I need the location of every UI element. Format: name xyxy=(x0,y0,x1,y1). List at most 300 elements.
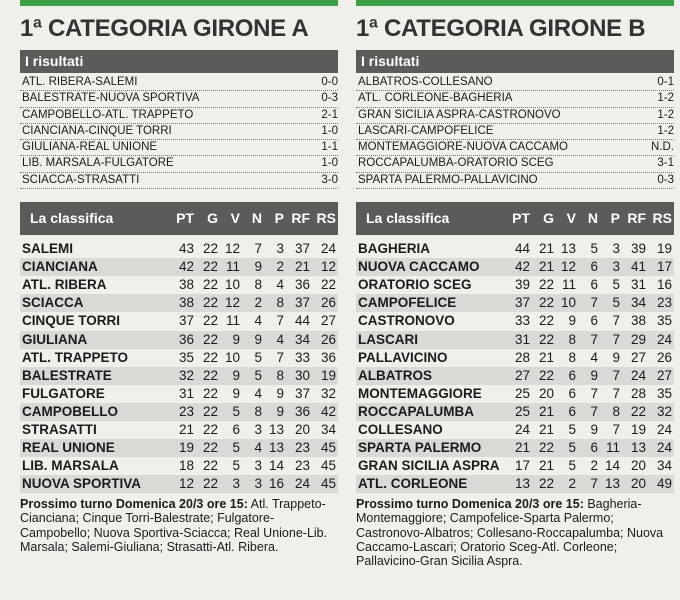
stat-rs: 19 xyxy=(320,367,336,383)
stat-n: 6 xyxy=(590,277,598,293)
table-row xyxy=(356,331,674,349)
table-row xyxy=(356,367,674,385)
next-round-text: Bagheria-Montemaggiore; Campofelice-Sparta Palermo; Castronovo-Albatros; Collesano-Roccapalumba; Nuova Caccamo-Lascari; Oratorio Sceg-Atl. Corleone; Pallavicino-Gran Sicilia Aspra. xyxy=(356,497,664,568)
stat-rf: 23 xyxy=(294,458,310,474)
match-name: MONTEMAGGIORE-NUOVA CACCAMO xyxy=(358,140,570,155)
match-name: CAMPOBELLO-ATL. TRAPPETO xyxy=(22,108,195,123)
standings-title: La classifica xyxy=(366,210,450,227)
table-row xyxy=(20,421,338,439)
stat-n: 3 xyxy=(254,458,262,474)
stat-g: 22 xyxy=(202,241,218,257)
table-row xyxy=(356,240,674,258)
stat-g: 21 xyxy=(538,259,554,275)
stat-rf: 21 xyxy=(294,259,310,275)
table-row xyxy=(356,421,674,439)
result-row xyxy=(20,91,338,107)
stat-rs: 45 xyxy=(320,458,336,474)
stat-rf: 36 xyxy=(294,277,310,293)
stat-rs: 49 xyxy=(656,476,672,492)
standings-title: La classifica xyxy=(30,210,114,227)
stat-p: 7 xyxy=(276,349,284,365)
stat-rs: 17 xyxy=(656,259,672,275)
team-name: LIB. MARSALA xyxy=(22,458,119,474)
stat-g: 22 xyxy=(202,277,218,293)
col-rs: RS xyxy=(652,210,672,227)
stat-n: 6 xyxy=(590,259,598,275)
col-rf: RF xyxy=(627,210,646,227)
table-row xyxy=(356,403,674,421)
results-header: I risultati xyxy=(20,50,338,73)
stat-rf: 27 xyxy=(630,349,646,365)
stat-g: 22 xyxy=(538,476,554,492)
stat-g: 22 xyxy=(538,367,554,383)
stat-p: 7 xyxy=(276,313,284,329)
stat-n: 4 xyxy=(590,349,598,365)
stat-g: 20 xyxy=(538,385,554,401)
team-name: STRASATTI xyxy=(22,422,97,438)
stat-rf: 37 xyxy=(294,295,310,311)
stat-pt: 37 xyxy=(514,295,530,311)
match-score: 1-2 xyxy=(655,108,674,123)
stat-pt: 24 xyxy=(514,422,530,438)
stat-pt: 43 xyxy=(178,241,194,257)
stat-v: 9 xyxy=(232,367,240,383)
stat-v: 9 xyxy=(232,385,240,401)
table-row xyxy=(356,349,674,367)
stat-rs: 32 xyxy=(320,385,336,401)
stat-rs: 23 xyxy=(656,295,672,311)
stat-p: 5 xyxy=(612,277,620,293)
stat-pt: 38 xyxy=(178,295,194,311)
stat-pt: 37 xyxy=(178,313,194,329)
team-name: SALEMI xyxy=(22,241,74,257)
stat-n: 8 xyxy=(254,277,262,293)
stat-pt: 12 xyxy=(178,476,194,492)
match-name: BALESTRATE-NUOVA SPORTIVA xyxy=(22,91,201,106)
next-round xyxy=(356,497,674,567)
stat-n: 7 xyxy=(590,385,598,401)
match-score: 1-2 xyxy=(655,91,674,106)
stat-n: 5 xyxy=(254,367,262,383)
team-name: ORATORIO SCEG xyxy=(358,277,472,293)
stat-n: 6 xyxy=(590,313,598,329)
team-name: PALLAVICINO xyxy=(358,349,448,365)
team-name: SPARTA PALERMO xyxy=(358,440,482,456)
team-name: ROCCAPALUMBA xyxy=(358,403,474,419)
stat-v: 11 xyxy=(225,313,240,329)
match-name: SCIACCA-STRASATTI xyxy=(22,173,141,188)
girone-a-panel xyxy=(20,6,338,554)
results-header: I risultati xyxy=(356,50,674,73)
team-name: ATL. TRAPPETO xyxy=(22,349,129,365)
table-row xyxy=(20,457,338,475)
team-name: SCIACCA xyxy=(22,295,84,311)
stat-pt: 33 xyxy=(514,313,530,329)
team-name: CASTRONOVO xyxy=(358,313,455,329)
table-row xyxy=(20,276,338,294)
stat-rs: 12 xyxy=(320,259,336,275)
stat-rs: 16 xyxy=(656,277,672,293)
stat-v: 5 xyxy=(568,440,576,456)
team-name: FULGATORE xyxy=(22,385,105,401)
next-round xyxy=(20,497,338,553)
stat-v: 2 xyxy=(568,476,576,492)
stat-p: 13 xyxy=(268,422,284,438)
stat-pt: 18 xyxy=(178,458,194,474)
stat-g: 22 xyxy=(202,331,218,347)
result-row xyxy=(20,156,338,172)
stat-rs: 22 xyxy=(320,277,336,293)
table-row xyxy=(356,475,674,493)
table-row xyxy=(356,258,674,276)
match-score: 2-1 xyxy=(319,108,338,123)
stat-p: 14 xyxy=(268,458,284,474)
stat-rs: 34 xyxy=(320,422,336,438)
standings-header xyxy=(356,202,674,235)
stat-rs: 24 xyxy=(656,331,672,347)
team-name: GIULIANA xyxy=(22,331,88,347)
match-name: ATL. RIBERA-SALEMI xyxy=(22,75,139,90)
table-row xyxy=(20,385,338,403)
stat-g: 22 xyxy=(202,295,218,311)
stat-rf: 22 xyxy=(630,403,646,419)
result-row xyxy=(20,75,338,91)
stat-rf: 20 xyxy=(630,458,646,474)
stat-g: 22 xyxy=(538,331,554,347)
stat-pt: 17 xyxy=(514,458,530,474)
stat-g: 21 xyxy=(538,241,554,257)
stat-p: 7 xyxy=(612,331,620,347)
match-score: 1-0 xyxy=(319,124,338,139)
match-score: 1-1 xyxy=(319,140,338,155)
col-pt: PT xyxy=(176,210,194,227)
result-row xyxy=(356,173,674,189)
team-name: LASCARI xyxy=(358,331,418,347)
stat-rs: 36 xyxy=(320,349,336,365)
stat-v: 3 xyxy=(232,476,240,492)
stat-pt: 28 xyxy=(514,349,530,365)
next-round-label: Prossimo turno Domenica 20/3 ore 15: xyxy=(356,497,584,512)
table-row xyxy=(20,312,338,330)
stat-n: 9 xyxy=(254,259,262,275)
stat-pt: 31 xyxy=(514,331,530,347)
stat-v: 6 xyxy=(568,403,576,419)
stat-g: 22 xyxy=(202,349,218,365)
stat-v: 10 xyxy=(560,295,576,311)
stat-n: 8 xyxy=(254,403,262,419)
stat-n: 7 xyxy=(590,476,598,492)
stat-v: 9 xyxy=(232,331,240,347)
stat-g: 22 xyxy=(538,440,554,456)
match-name: ROCCAPALUMBA-ORATORIO SCEG xyxy=(358,156,556,171)
next-round-label: Prossimo turno Domenica 20/3 ore 15: xyxy=(20,497,248,512)
stat-p: 11 xyxy=(605,440,620,456)
stat-v: 5 xyxy=(232,458,240,474)
team-name: CAMPOBELLO xyxy=(22,403,118,419)
match-name: ATL. CORLEONE-BAGHERIA xyxy=(358,91,514,106)
col-v: V xyxy=(230,210,240,227)
stat-v: 11 xyxy=(225,259,240,275)
stat-rs: 27 xyxy=(320,313,336,329)
match-score: 0-3 xyxy=(319,91,338,106)
stat-g: 22 xyxy=(538,277,554,293)
stat-pt: 35 xyxy=(178,349,194,365)
stat-n: 9 xyxy=(254,331,262,347)
stat-p: 7 xyxy=(612,313,620,329)
stat-rf: 24 xyxy=(294,476,310,492)
col-p: P xyxy=(610,210,620,227)
stat-v: 8 xyxy=(568,331,576,347)
stat-g: 22 xyxy=(202,385,218,401)
stat-rs: 26 xyxy=(320,331,336,347)
stat-p: 9 xyxy=(612,349,620,365)
stat-pt: 21 xyxy=(514,440,530,456)
stat-rf: 31 xyxy=(630,277,646,293)
stat-p: 7 xyxy=(612,367,620,383)
match-score: N.D. xyxy=(649,140,674,155)
result-row xyxy=(356,108,674,124)
stat-v: 11 xyxy=(561,277,576,293)
stat-rs: 24 xyxy=(656,440,672,456)
next-round-text: Atl. Trappeto-Cianciana; Cinque Torri-Balestrate; Fulgatore-Campobello; Nuova Sportiva-Sciacca; Real Unione-Lib. Marsala; Salemi-Giuliana; Strasatti-Atl. Ribera. xyxy=(20,497,328,554)
stat-p: 13 xyxy=(604,476,620,492)
result-row xyxy=(20,108,338,124)
stat-rf: 37 xyxy=(294,241,310,257)
team-name: COLLESANO xyxy=(358,422,443,438)
table-row xyxy=(20,294,338,312)
team-name: CINQUE TORRI xyxy=(22,313,121,329)
stat-rf: 37 xyxy=(294,385,310,401)
stat-v: 12 xyxy=(560,259,576,275)
team-name: GRAN SICILIA ASPRA xyxy=(358,458,500,474)
stat-p: 7 xyxy=(612,422,620,438)
stat-p: 14 xyxy=(604,458,620,474)
stat-pt: 38 xyxy=(178,277,194,293)
stat-n: 5 xyxy=(254,349,262,365)
stat-n: 7 xyxy=(590,403,598,419)
col-g: G xyxy=(207,210,218,227)
stat-n: 4 xyxy=(254,440,262,456)
stat-p: 8 xyxy=(276,295,284,311)
stat-v: 6 xyxy=(568,367,576,383)
stat-pt: 23 xyxy=(178,403,194,419)
girone-b-panel xyxy=(356,6,674,568)
stat-g: 22 xyxy=(202,458,218,474)
stat-p: 3 xyxy=(612,259,620,275)
stat-v: 13 xyxy=(560,241,576,257)
team-name: NUOVA SPORTIVA xyxy=(22,476,142,492)
stat-p: 13 xyxy=(268,440,284,456)
stat-pt: 36 xyxy=(178,331,194,347)
stat-v: 10 xyxy=(224,277,240,293)
match-name: SPARTA PALERMO-PALLAVICINO xyxy=(358,173,540,188)
stat-g: 21 xyxy=(538,458,554,474)
stat-rs: 27 xyxy=(656,367,672,383)
stat-n: 7 xyxy=(590,331,598,347)
standings-header xyxy=(20,202,338,235)
stat-n: 6 xyxy=(590,440,598,456)
stat-rf: 13 xyxy=(630,440,646,456)
stat-v: 5 xyxy=(568,458,576,474)
stat-pt: 25 xyxy=(514,385,530,401)
stat-pt: 39 xyxy=(514,277,530,293)
stat-v: 5 xyxy=(568,422,576,438)
stat-v: 9 xyxy=(568,313,576,329)
table-row xyxy=(20,367,338,385)
stat-rf: 39 xyxy=(630,241,646,257)
stat-p: 8 xyxy=(276,367,284,383)
stat-pt: 42 xyxy=(514,259,530,275)
stat-rs: 35 xyxy=(656,313,672,329)
table-row xyxy=(356,276,674,294)
stat-n: 2 xyxy=(254,295,262,311)
stat-p: 3 xyxy=(276,241,284,257)
stat-g: 22 xyxy=(202,367,218,383)
col-n: N xyxy=(251,210,262,227)
match-name: GRAN SICILIA ASPRA-CASTRONOVO xyxy=(358,108,563,123)
result-row xyxy=(356,124,674,140)
stat-pt: 13 xyxy=(514,476,530,492)
match-score: 0-3 xyxy=(655,173,674,188)
team-name: ALBATROS xyxy=(358,367,432,383)
stat-pt: 19 xyxy=(178,440,194,456)
table-row xyxy=(20,403,338,421)
col-rf: RF xyxy=(291,210,310,227)
table-row xyxy=(20,349,338,367)
match-score: 1-0 xyxy=(319,156,338,171)
col-n: N xyxy=(587,210,598,227)
table-row xyxy=(20,258,338,276)
stat-v: 6 xyxy=(568,385,576,401)
match-score: 3-1 xyxy=(655,156,674,171)
col-pt: PT xyxy=(512,210,530,227)
stat-p: 8 xyxy=(612,403,620,419)
stat-rf: 34 xyxy=(294,331,310,347)
table-row xyxy=(20,475,338,493)
stat-n: 3 xyxy=(254,422,262,438)
stat-rs: 24 xyxy=(656,422,672,438)
stat-pt: 32 xyxy=(178,367,194,383)
team-name: CIANCIANA xyxy=(22,259,98,275)
table-row xyxy=(20,439,338,457)
stat-g: 22 xyxy=(538,295,554,311)
team-name: ATL. RIBERA xyxy=(22,277,107,293)
stat-rs: 32 xyxy=(656,403,672,419)
table-row xyxy=(356,312,674,330)
result-row xyxy=(20,140,338,156)
team-name: CAMPOFELICE xyxy=(358,295,457,311)
result-row xyxy=(356,91,674,107)
stat-rs: 35 xyxy=(656,385,672,401)
stat-rf: 20 xyxy=(630,476,646,492)
stat-v: 12 xyxy=(224,295,240,311)
stat-pt: 25 xyxy=(514,403,530,419)
stat-v: 6 xyxy=(232,422,240,438)
stat-rf: 19 xyxy=(630,422,646,438)
result-row xyxy=(356,75,674,91)
team-name: MONTEMAGGIORE xyxy=(358,385,482,401)
stat-v: 10 xyxy=(224,349,240,365)
stat-rf: 34 xyxy=(630,295,646,311)
col-g: G xyxy=(543,210,554,227)
stat-p: 3 xyxy=(612,241,620,257)
stat-rs: 24 xyxy=(320,241,336,257)
match-name: LIB. MARSALA-FULGATORE xyxy=(22,156,176,171)
match-score: 0-0 xyxy=(319,75,338,90)
stat-g: 22 xyxy=(202,422,218,438)
stat-pt: 44 xyxy=(514,241,530,257)
stat-rf: 33 xyxy=(294,349,310,365)
stat-pt: 31 xyxy=(178,385,194,401)
stat-p: 9 xyxy=(276,385,284,401)
stat-p: 2 xyxy=(276,259,284,275)
stat-n: 2 xyxy=(590,458,598,474)
table-row xyxy=(356,294,674,312)
team-name: REAL UNIONE xyxy=(22,440,115,456)
result-row xyxy=(356,156,674,172)
stat-rf: 30 xyxy=(294,367,310,383)
table-row xyxy=(20,331,338,349)
stat-rs: 45 xyxy=(320,476,336,492)
stat-g: 22 xyxy=(202,313,218,329)
match-score: 0-1 xyxy=(655,75,674,90)
stat-p: 16 xyxy=(268,476,284,492)
team-name: BALESTRATE xyxy=(22,367,112,383)
result-row xyxy=(20,124,338,140)
stat-rs: 34 xyxy=(656,458,672,474)
stat-n: 4 xyxy=(254,385,262,401)
stat-rf: 41 xyxy=(630,259,646,275)
stat-pt: 27 xyxy=(514,367,530,383)
match-name: ALBATROS-COLLESANO xyxy=(358,75,495,90)
stat-pt: 21 xyxy=(178,422,194,438)
stat-v: 5 xyxy=(232,440,240,456)
col-p: P xyxy=(274,210,284,227)
stat-pt: 42 xyxy=(178,259,194,275)
stat-rs: 26 xyxy=(320,295,336,311)
match-name: GIULIANA-REAL UNIONE xyxy=(22,140,159,155)
stat-p: 4 xyxy=(276,277,284,293)
stat-p: 7 xyxy=(612,385,620,401)
stat-rf: 38 xyxy=(630,313,646,329)
stat-rf: 28 xyxy=(630,385,646,401)
result-row xyxy=(20,173,338,189)
stat-g: 22 xyxy=(202,403,218,419)
table-row xyxy=(356,385,674,403)
stat-p: 4 xyxy=(276,331,284,347)
stat-n: 9 xyxy=(590,367,598,383)
page-title: 1ª CATEGORIA GIRONE B xyxy=(356,15,646,42)
match-score: 1-2 xyxy=(655,124,674,139)
col-rs: RS xyxy=(316,210,336,227)
team-name: ATL. CORLEONE xyxy=(358,476,468,492)
stat-v: 5 xyxy=(232,403,240,419)
col-v: V xyxy=(566,210,576,227)
results-list xyxy=(20,75,338,189)
match-name: LASCARI-CAMPOFELICE xyxy=(358,124,495,139)
stat-g: 21 xyxy=(538,349,554,365)
stat-rf: 20 xyxy=(294,422,310,438)
stat-rf: 44 xyxy=(294,313,310,329)
stat-rf: 24 xyxy=(630,367,646,383)
result-row xyxy=(356,140,674,156)
stat-g: 22 xyxy=(202,440,218,456)
stat-rs: 45 xyxy=(320,440,336,456)
table-row xyxy=(20,240,338,258)
team-name: NUOVA CACCAMO xyxy=(358,259,480,275)
stat-v: 12 xyxy=(224,241,240,257)
stat-rf: 36 xyxy=(294,403,310,419)
